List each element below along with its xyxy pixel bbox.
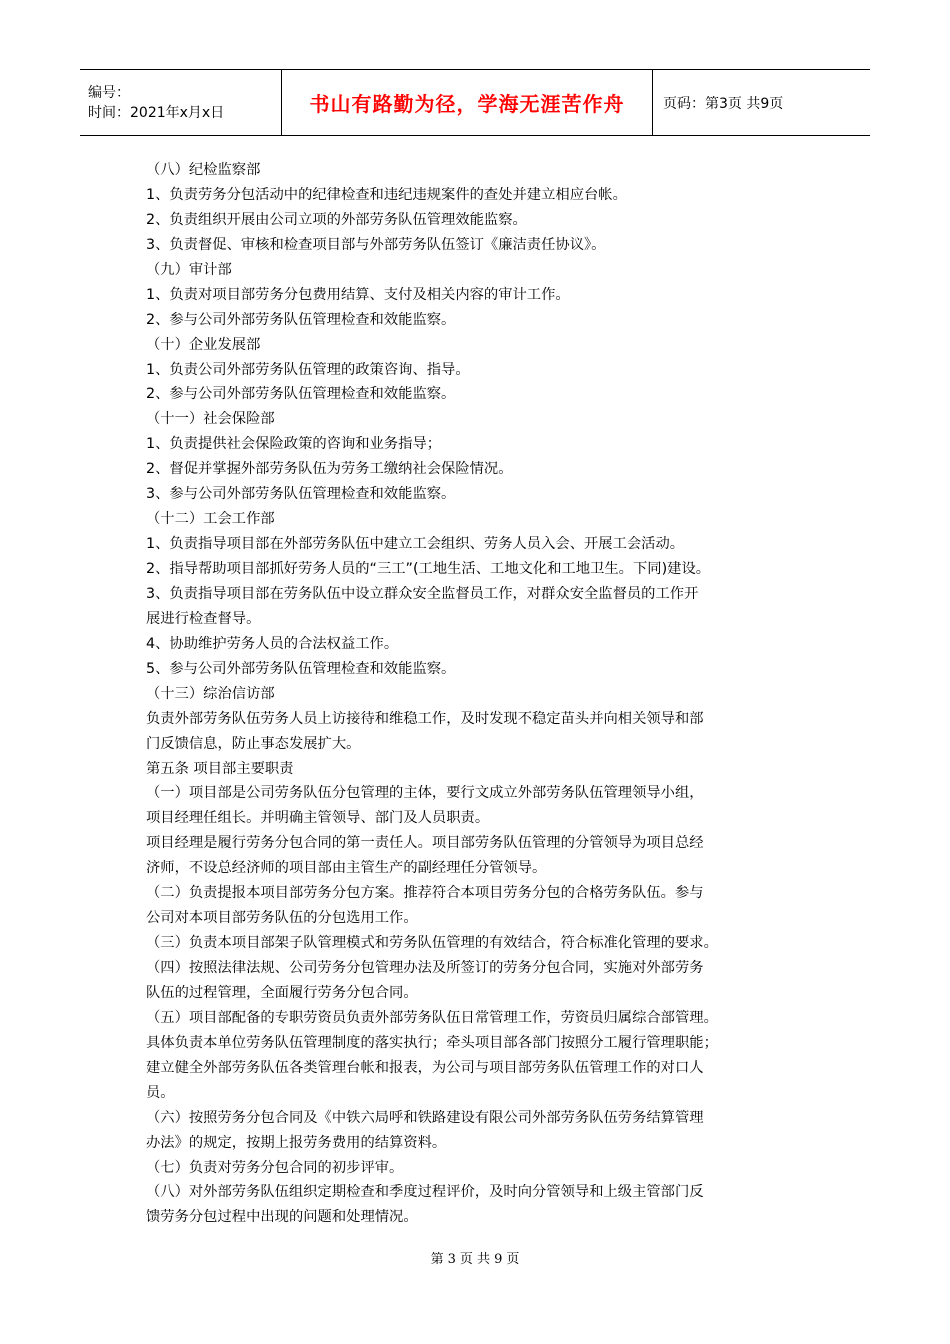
text-line: 队伍的过程管理，全面履行劳务分包合同。	[146, 984, 418, 1001]
text-line: 1、负责公司外部劳务队伍管理的政策咨询、指导。	[146, 361, 470, 378]
text-line: 负责外部劳务队伍劳务人员上访接待和维稳工作，及时发现不稳定苗头并向相关领导和部	[146, 710, 704, 727]
text-line: 馈劳务分包过程中出现的问题和处理情况。	[146, 1209, 418, 1226]
page-header	[80, 69, 870, 136]
text-line: 2、参与公司外部劳务队伍管理检查和效能监察。	[146, 386, 456, 403]
text-line: 4、协助维护劳务人员的合法权益工作。	[146, 635, 399, 652]
text-line: （十一）社会保险部	[146, 411, 275, 428]
header-page-code-cell	[653, 70, 870, 135]
header-motto-cell	[282, 70, 653, 135]
text-line: （四）按照法律法规、公司劳务分包管理办法及所签订的劳务分包合同，实施对外部劳务	[146, 960, 704, 976]
text-line: （八）对外部劳务队伍组织定期检查和季度过程评价，及时向分管领导和上级主管部门反	[146, 1184, 704, 1201]
footer-page: 3	[447, 1252, 456, 1267]
text-line: （二）负责提报本项目部劳务分包方案。推荐符合本项目劳务分包的合格劳务队伍。参与	[146, 885, 704, 902]
text-line: 门反馈信息，防止事态发展扩大。	[146, 735, 361, 752]
page-footer	[0, 1248, 950, 1267]
footer-total: 9	[494, 1252, 503, 1267]
number-label: 编号：	[88, 84, 130, 101]
text-line: 3、负责指导项目部在劳务队伍中设立群众安全监督员工作，对群众安全监督员的工作开	[146, 585, 699, 602]
text-line: （十二）工会工作部	[146, 511, 275, 528]
text-line: （七）负责对劳务分包合同的初步评审。	[146, 1159, 404, 1176]
text-line: 办法》的规定，按期上报劳务费用的结算资料。	[146, 1134, 447, 1151]
text-line: 项目经理是履行劳务分包合同的第一责任人。项目部劳务队伍管理的分管领导为项目总经	[146, 835, 704, 852]
text-line: （一）项目部是公司劳务队伍分包管理的主体，要行文成立外部劳务队伍管理领导小组，	[146, 785, 704, 802]
text-line: （十）企业发展部	[146, 336, 261, 353]
text-line: （九）审计部	[146, 261, 232, 278]
text-line: 3、负责督促、审核和检查项目部与外部劳务队伍签订《廉洁责任协议》。	[146, 236, 606, 253]
text-line: 3、参与公司外部劳务队伍管理检查和效能监察。	[146, 486, 456, 503]
text-line: （六）按照劳务分包合同及《中铁六局呼和铁路建设有限公司外部劳务队伍劳务结算管理	[146, 1109, 704, 1126]
text-line: （八）纪检监察部	[146, 162, 261, 178]
text-line: 1、负责劳务分包活动中的纪律检查和违纪违规案件的查处并建立相应台帐。	[146, 186, 627, 203]
footer-prefix: 第	[430, 1252, 444, 1267]
text-line: 公司对本项目部劳务队伍的分包选用工作。	[146, 910, 418, 927]
text-line: 5、参与公司外部劳务队伍管理检查和效能监察。	[146, 660, 456, 677]
document-body	[146, 158, 806, 1230]
text-line: 1、负责提供社会保险政策的咨询和业务指导；	[146, 436, 442, 453]
header-meta	[80, 70, 282, 135]
text-line: 济师，不设总经济师的项目部由主管生产的副经理任分管领导。	[146, 860, 547, 877]
footer-mid: 页 共	[459, 1252, 491, 1267]
text-line: 建立健全外部劳务队伍各类管理台帐和报表，为公司与项目部劳务队伍管理工作的对口人	[146, 1059, 704, 1076]
motto: 书山有路勤为径，学海无涯苦作舟	[309, 92, 625, 116]
text-line: （十三）综治信访部	[146, 685, 275, 702]
footer-suffix: 页	[506, 1252, 520, 1267]
text-line: 第五条 项目部主要职责	[146, 760, 294, 777]
text-line: 展进行检查督导。	[146, 610, 261, 627]
text-line: 项目经理任组长。并明确主管领导、部门及人员职责。	[146, 810, 490, 827]
text-line: 1、负责对项目部劳务分包费用结算、支付及相关内容的审计工作。	[146, 286, 570, 303]
text-line: （五）项目部配备的专职劳资员负责外部劳务队伍日常管理工作，劳资员归属综合部管理。	[146, 1009, 718, 1026]
page-code: 页码：第3页 共9页	[663, 95, 784, 112]
text-line: 员。	[146, 1084, 175, 1101]
text-line: 2、参与公司外部劳务队伍管理检查和效能监察。	[146, 311, 456, 328]
time-label: 时间：2021年x月x日	[88, 104, 225, 121]
text-line: 2、指导帮助项目部抓好劳务人员的“三工”(工地生活、工地文化和工地卫生。下同)建设。	[146, 561, 711, 577]
text-line: 2、负责组织开展由公司立项的外部劳务队伍管理效能监察。	[146, 211, 527, 228]
text-line: 1、负责指导项目部在外部劳务队伍中建立工会组织、劳务人员入会、开展工会活动。	[146, 536, 685, 553]
text-line: 具体负责本单位劳务队伍管理制度的落实执行；牵头项目部各部门按照分工履行管理职能；	[146, 1034, 718, 1051]
text-line: 2、督促并掌握外部劳务队伍为劳务工缴纳社会保险情况。	[146, 461, 513, 478]
text-line: （三）负责本项目部架子队管理模式和劳务队伍管理的有效结合，符合标准化管理的要求。	[146, 935, 718, 952]
